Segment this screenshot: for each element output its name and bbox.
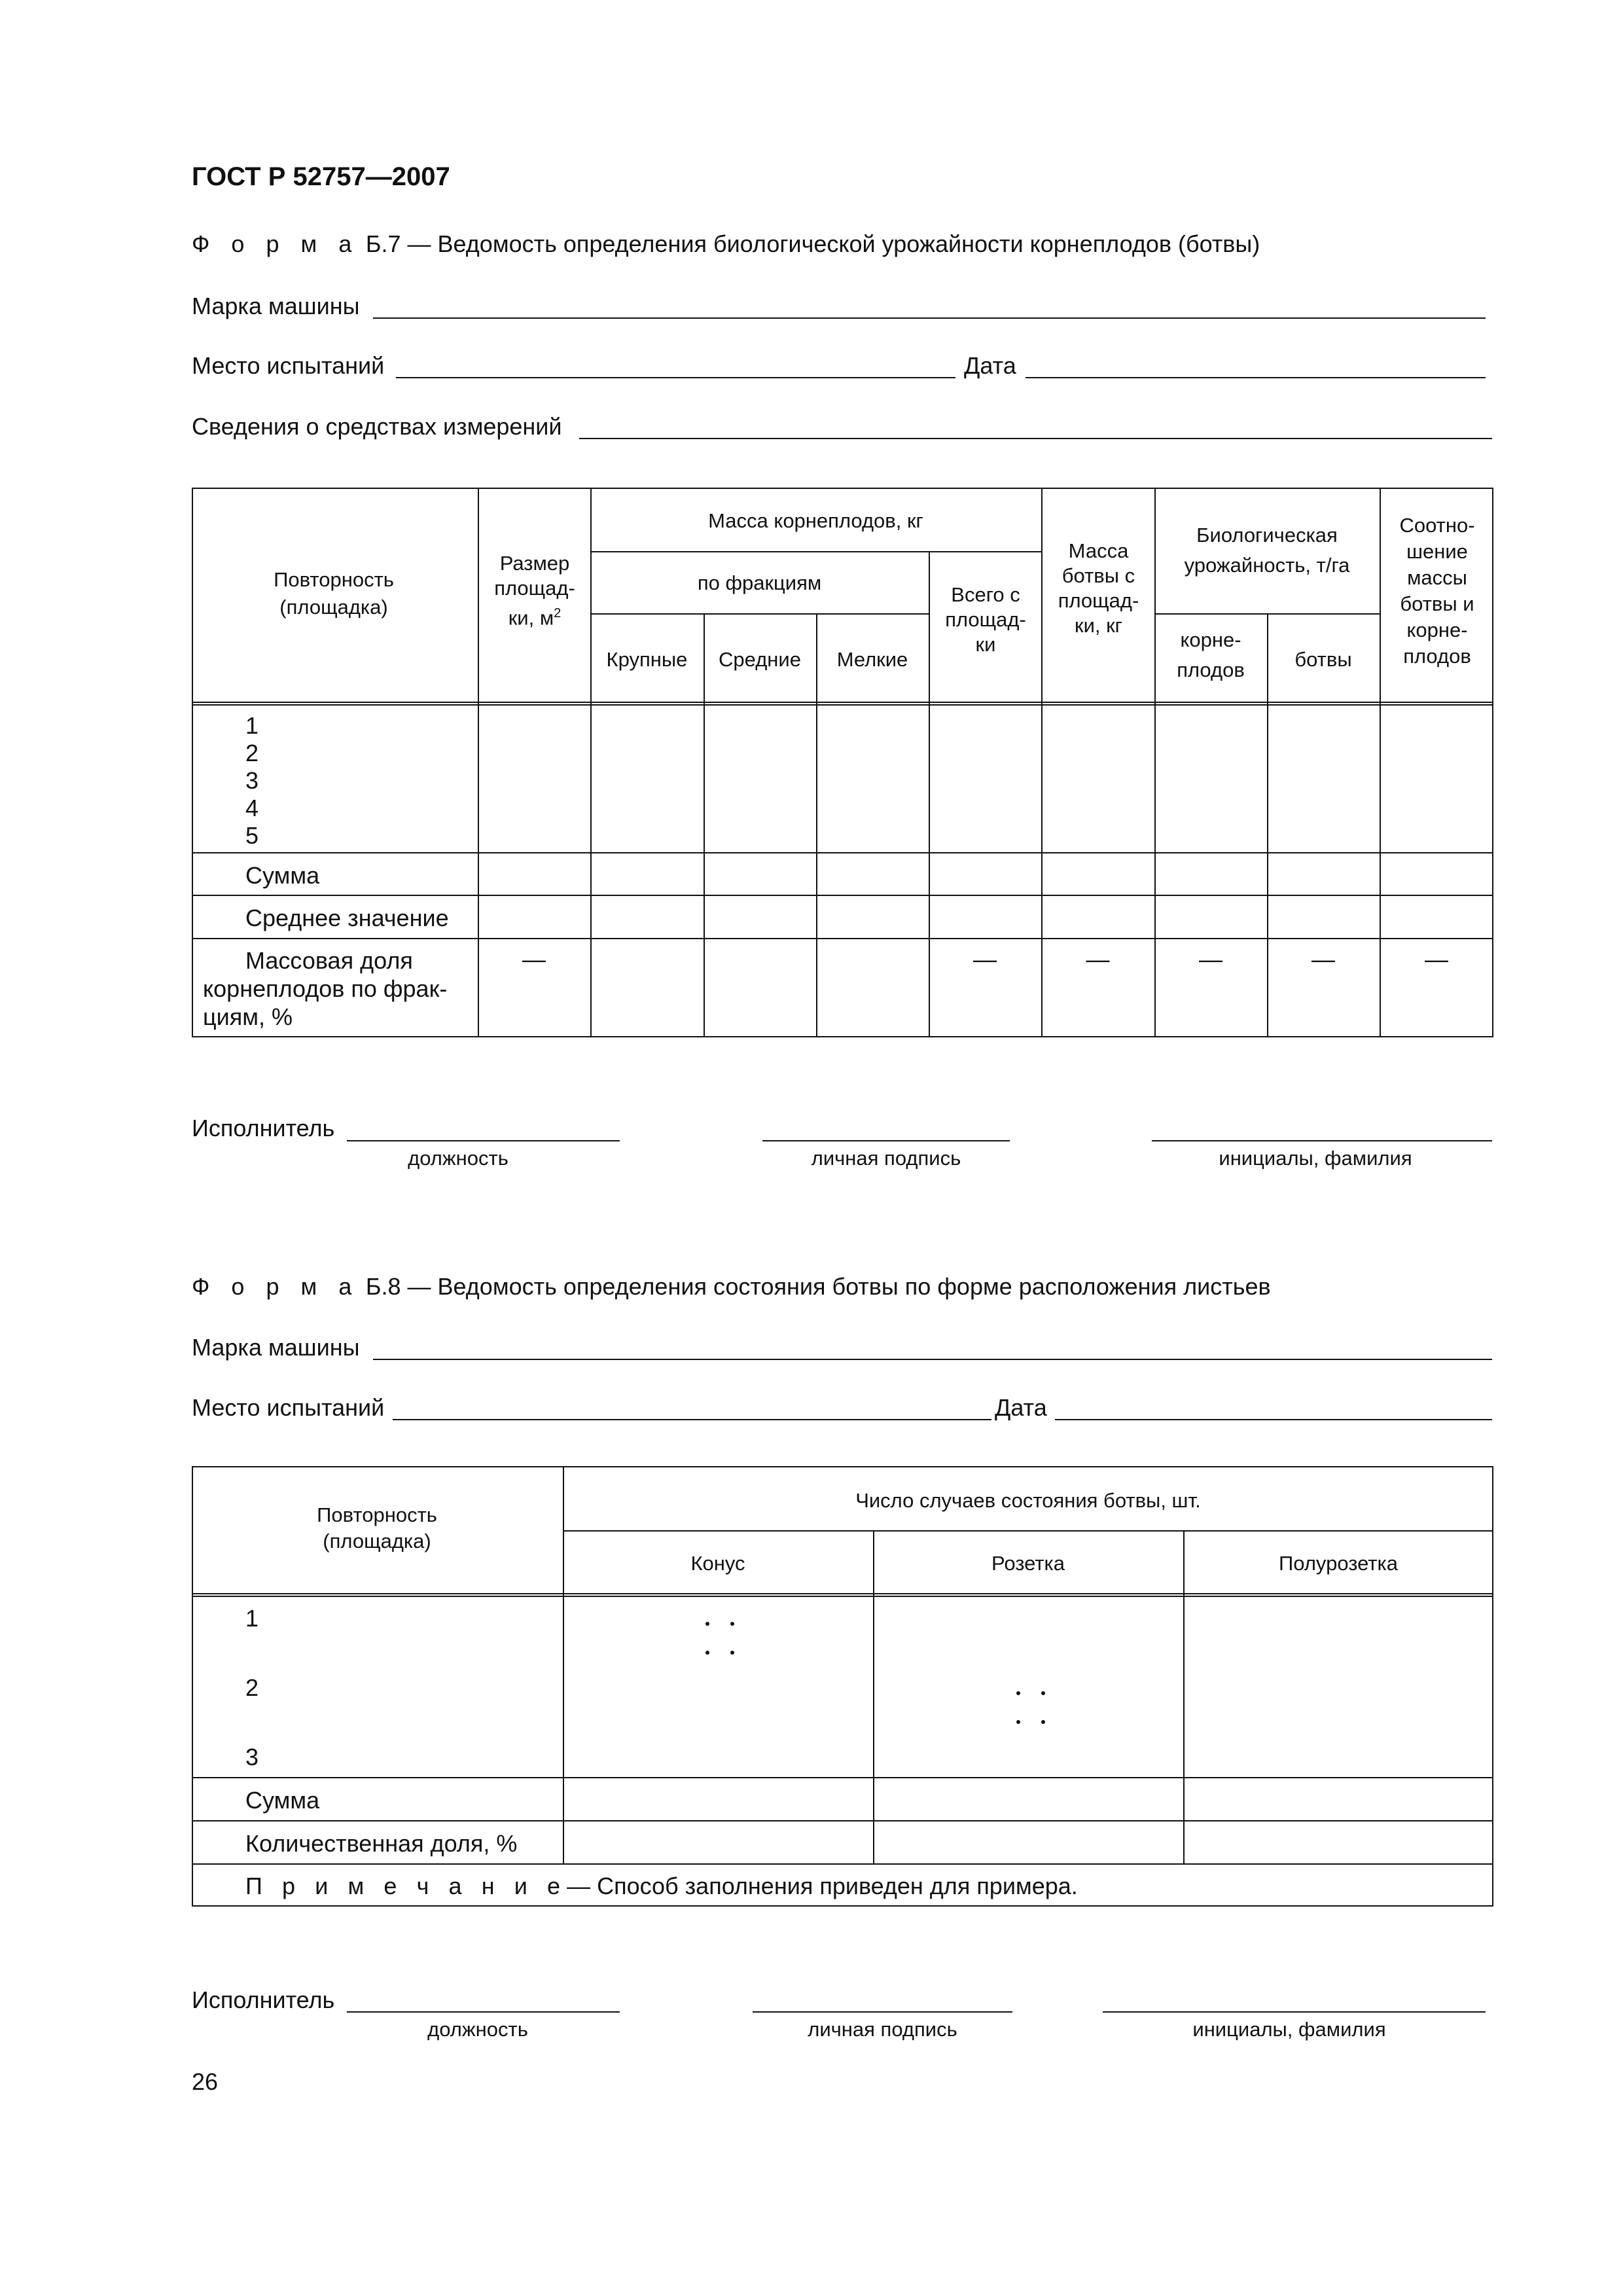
dash: — — [522, 946, 546, 973]
tally-dot — [1041, 1720, 1045, 1724]
dash: — — [973, 946, 997, 973]
form-b8-place-label: Место испытаний — [192, 1394, 385, 1421]
form-b7-date-label: Дата — [964, 352, 1016, 379]
b8-col-rosette-header: Розетка — [991, 1552, 1065, 1575]
form-b8-name-caption: инициалы, фамилия — [1192, 2018, 1386, 2041]
grid-line — [590, 551, 1041, 552]
form-b8-date-line[interactable] — [1055, 1419, 1492, 1420]
form-b8-name-line[interactable] — [1103, 2011, 1486, 2013]
b8-share-row-label: Количественная доля, % — [245, 1830, 518, 1857]
form-b8-signature-caption: личная подпись — [808, 2018, 957, 2041]
dash: — — [1199, 946, 1222, 973]
b8-col-repeat-header: Повторность (площадка) — [317, 1503, 437, 1552]
grid-line — [1183, 1530, 1185, 1863]
grid-line — [192, 938, 1493, 939]
form-b7-machine-label: Марка машины — [192, 293, 360, 319]
mean-row-label: Среднее значение — [245, 905, 449, 931]
form-b8-date-label: Дата — [995, 1394, 1047, 1421]
grid-line — [192, 852, 1493, 853]
grid-line — [192, 1820, 1493, 1821]
col-tops-mass-header: Масса ботвы с площад- ки, кг — [1058, 539, 1139, 637]
note-label: П р и м е ч а н и е — [245, 1873, 567, 1899]
form-b7-position-line[interactable] — [347, 1140, 620, 1141]
b8-sum-row-label: Сумма — [245, 1787, 320, 1814]
form-b7-instruments-label: Сведения о средствах измерений — [192, 413, 562, 440]
grid-line — [1154, 613, 1380, 615]
form-b7-machine-line[interactable] — [373, 317, 1486, 319]
col-roots-header: корне- плодов — [1177, 628, 1245, 681]
col-repeat-header: Повторность (площадка) — [274, 568, 394, 619]
form-b8-position-caption: должность — [427, 2018, 528, 2041]
grid-line — [192, 1777, 1493, 1778]
row-number: 1 — [245, 1605, 259, 1632]
form-b7-title-text: Б.7 — Ведомость определения биологической урожайности корнеплодов (ботвы) — [365, 230, 1260, 257]
dash: — — [1086, 946, 1110, 973]
tally-dot — [730, 1651, 734, 1655]
col-yield-group-header: Биологическая урожайность, т/га — [1184, 524, 1350, 577]
tally-dot — [1041, 1691, 1045, 1695]
col-mass-group-header: Масса корнеплодов, кг — [708, 509, 923, 532]
grid-line — [1267, 613, 1268, 1037]
form-b7-executor-label: Исполнитель — [192, 1115, 335, 1141]
form-b8-machine-line[interactable] — [373, 1359, 1492, 1360]
grid-line — [816, 613, 817, 1037]
dash: — — [1425, 946, 1448, 973]
tally-dot — [705, 1622, 709, 1626]
grid-line — [563, 1530, 1493, 1532]
col-large-header: Крупные — [606, 648, 688, 671]
tally-dot — [705, 1651, 709, 1655]
tally-dot — [1016, 1691, 1020, 1695]
form-b8-title — [192, 1273, 1271, 1300]
form-b7-place-label: Место испытаний — [192, 352, 385, 379]
form-b7-place-line[interactable] — [396, 377, 955, 378]
note-text: — Способ заполнения приведен для примера. — [567, 1873, 1078, 1899]
row-number: 1 — [245, 712, 259, 739]
form-b8-signature-line[interactable] — [753, 2011, 1012, 2013]
tally-dot — [1016, 1720, 1020, 1724]
grid-line — [192, 1863, 1493, 1865]
form-b8-executor-label: Исполнитель — [192, 1986, 335, 2013]
tally-dot — [730, 1622, 734, 1626]
form-b8-title-text: Б.8 — Ведомость определения состояния ботвы по форме расположения листьев — [365, 1273, 1271, 1300]
grid-line — [563, 1466, 564, 1863]
form-b7-signature-line[interactable] — [762, 1140, 1010, 1141]
col-ratio-header: Соотно- шение массы ботвы и корне- плодов — [1399, 514, 1475, 668]
grid-line — [873, 1530, 874, 1863]
form-b8-position-line[interactable] — [347, 2011, 620, 2013]
b8-col-cases-group-header: Число случаев состояния ботвы, шт. — [855, 1489, 1201, 1512]
header-separator — [192, 702, 1493, 706]
form-b7-name-caption: инициалы, фамилия — [1219, 1147, 1412, 1170]
form-b7-position-caption: должность — [408, 1147, 508, 1170]
form-b7-signature-caption: личная подпись — [811, 1147, 961, 1170]
grid-line — [192, 895, 1493, 896]
grid-line — [704, 613, 705, 1037]
share-row-label-line3: циям, % — [203, 1003, 293, 1030]
header-separator — [192, 1593, 1493, 1597]
b8-col-semirosette-header: Полурозетка — [1279, 1552, 1398, 1575]
document-code: ГОСТ Р 52757—2007 — [192, 162, 450, 191]
col-medium-header: Средние — [719, 648, 801, 671]
col-size-header: Размер площад- ки, $м^2$ — [494, 552, 575, 630]
dash: — — [1311, 946, 1335, 973]
col-tops-header: ботвы — [1294, 648, 1352, 671]
b8-col-cone-header: Конус — [690, 1552, 745, 1575]
form-b8-label: Ф о р м а — [192, 1273, 359, 1300]
grid-line — [590, 613, 929, 615]
page-number: 26 — [192, 2068, 219, 2095]
col-small-header: Мелкие — [836, 648, 908, 671]
form-b7-label: Ф о р м а — [192, 230, 359, 257]
row-number: 5 — [245, 822, 259, 849]
share-row-label-line1 — [245, 947, 463, 975]
form-b7-date-line[interactable] — [1026, 377, 1486, 378]
form-b7-title — [192, 230, 1260, 258]
share-row-label-line2: корнеплодов по фрак- — [203, 975, 448, 1002]
form-b8-machine-label: Марка машины — [192, 1334, 360, 1361]
row-number: 4 — [245, 795, 259, 821]
col-total-header: Всего с площад- ки — [945, 583, 1026, 656]
b8-note — [245, 1873, 1078, 1900]
row-number: 2 — [245, 1674, 259, 1701]
row-number: 3 — [245, 1744, 259, 1770]
share-label-text: Массовая доля — [245, 947, 413, 974]
form-b7-name-line[interactable] — [1152, 1140, 1492, 1141]
sum-row-label: Сумма — [245, 862, 320, 889]
form-b8-place-line[interactable] — [393, 1419, 991, 1420]
row-number: 2 — [245, 740, 259, 766]
col-fractions-header: по фракциям — [697, 571, 822, 594]
form-b7-instruments-line[interactable] — [579, 438, 1492, 439]
row-number: 3 — [245, 767, 259, 794]
